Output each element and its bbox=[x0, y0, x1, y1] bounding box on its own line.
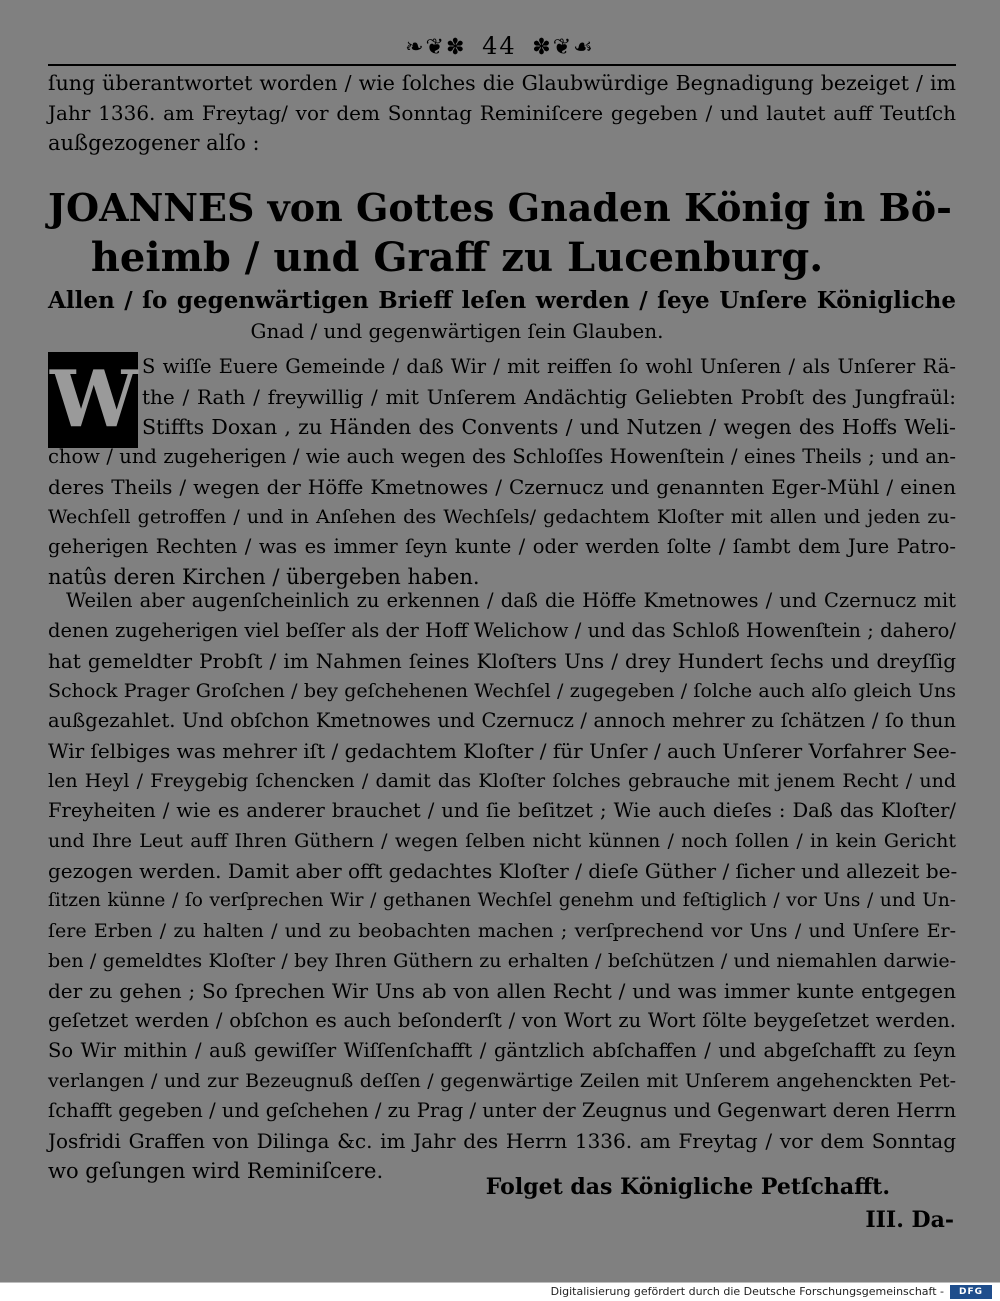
text-line: geherigen Rechten / was es immer ſeyn kunte / oder werden ſolte / ſambt dem Jure Patro- bbox=[48, 535, 956, 558]
body-paragraph-1-indented bbox=[48, 352, 956, 442]
text-line: deres Theils / wegen der Höffe Kmetnowes / Czernucz und genannten Eger-Mühl / einen bbox=[48, 475, 956, 499]
text-line: ſitzen künne / ſo verſprechen Wir / gethanen Wechſel genehm und feſtiglich / vor Uns / und Un- bbox=[48, 890, 956, 911]
text-line: ſere Erben / zu halten / und zu beobachten machen ; verſprechend vor Uns / und Unſere Er- bbox=[48, 920, 956, 942]
text-line: geſetzet werden / obſchon es auch beſonderſt / von Wort zu Wort ſölte beygeſetzet werden. bbox=[48, 1009, 956, 1032]
page-number: 44 bbox=[482, 32, 517, 60]
text-line: Jahr 1336. am Freytag/ vor dem Sonntag Reminiſcere gegeben / und lautet auff Teutſch bbox=[48, 101, 956, 125]
text-line: the / Rath / freywillig / mit Unſerem Andächtig Geliebten Probſt des Jungfraül: bbox=[142, 385, 956, 409]
text-line: Freyheiten / wie es anderer brauchet / und ſie beſitzet ; Wie auch dieſes : Daß das Kloſter/ bbox=[48, 799, 956, 822]
intro-paragraph bbox=[48, 68, 956, 158]
seal-note: Folget das Königliche Petſchafft. bbox=[485, 1174, 890, 1200]
text-line: Wechſell getroffen / und in Anſehen des Wechſels/ gedachtem Kloſter mit allen und jeden zu- bbox=[48, 506, 956, 528]
body-paragraph-1 bbox=[48, 442, 956, 592]
text-line: und Ihre Leut auff Ihren Güthern / wegen ſelben nicht künnen / noch ſollen / in kein Gericht bbox=[48, 830, 956, 852]
text-line: Stiffts Doxan , zu Händen des Convents / und Nutzen / wegen des Hoffs Weli- bbox=[142, 415, 956, 439]
digitization-footer bbox=[0, 1282, 1000, 1301]
title-line-2: heimb / und Graff zu Lucenburg. bbox=[90, 234, 824, 281]
text-line: außgezogener alſo : bbox=[48, 131, 260, 155]
text-line: Wir ſelbiges was mehrer iſt / gedachtem Kloſter / für Unſer / auch Unſerer Vorfahrer See- bbox=[48, 739, 957, 763]
text-line: der zu gehen ; So ſprechen Wir Uns ab von allen Recht / und was immer kunte entgegen bbox=[48, 979, 956, 1003]
ornament-right-icon: ✽❦☙ bbox=[532, 35, 595, 60]
dfg-logo-icon: DFG bbox=[950, 1285, 992, 1299]
text-line: len Heyl / Freygebig ſchencken / damit das Kloſter ſolches gebrauche mit jenem Recht / und bbox=[48, 770, 956, 792]
decorated-initial: W bbox=[48, 352, 138, 448]
text-line: ſung überantwortet worden / wie ſolches die Glaubwürdige Begnadigung bezeiget / im bbox=[48, 71, 956, 95]
address-line-2: Gnad / und gegenwärtigen ſein Glauben. bbox=[250, 319, 664, 343]
text-line: verlangen / und zur Bezeugnuß deſſen / gegenwärtige Zeilen mit Unſerem angehenckten Pet- bbox=[48, 1070, 956, 1092]
page-header bbox=[0, 28, 1000, 64]
text-line: denen zugeherigen viel beſſer als der Hoff Welichow / und das Schloß Howenſtein ; dahero/ bbox=[48, 619, 956, 642]
text-line: So Wir mithin / auß gewiſſer Wiſſenſchafft / gäntzlich abſchaffen / und abgeſchafft zu ſeyn bbox=[48, 1039, 956, 1062]
catchword: III. Da- bbox=[865, 1207, 954, 1233]
text-line: ſchafft gegeben / und geſchehen / zu Prag / unter der Zeugnus und Gegenwart deren Herrn bbox=[48, 1099, 956, 1122]
text-line: hat gemeldter Probſt / im Nahmen ſeines Kloſters Uns / drey Hundert ſechs und dreyſſig bbox=[48, 649, 956, 673]
header-rule bbox=[48, 64, 956, 66]
ornament-left-icon: ❧❦✽ bbox=[405, 35, 467, 60]
text-line: Schock Prager Groſchen / bey geſchehenen Wechſel / zugegeben / ſolche auch alſo gleich Uns bbox=[48, 680, 956, 702]
text-line: außgezahlet. Und obſchon Kmetnowes und Czernucz / annoch mehrer zu ſchätzen / ſo thun bbox=[48, 709, 956, 732]
text-line: natûs deren Kirchen / übergeben haben. bbox=[48, 565, 480, 589]
document-title bbox=[48, 183, 956, 283]
footer-text: Digitalisierung gefördert durch die Deutsche Forschungsgemeinschaft - bbox=[550, 1285, 944, 1298]
text-line: Josfridi Graffen von Dilinga &c. im Jahr des Herrn 1336. am Freytag / vor dem Sonntag bbox=[48, 1129, 956, 1153]
address-heading bbox=[48, 284, 956, 344]
address-line-1: Allen / ſo gegenwärtigen Brieff leſen werden / ſeye Unſere Königliche bbox=[48, 287, 956, 314]
text-line: wo geſungen wird Reminiſcere. bbox=[48, 1159, 384, 1183]
text-line: chow / und zugeherigen / wie auch wegen des Schloſſes Howenſtein / eines Theils ; und an- bbox=[48, 445, 956, 468]
text-line: Weilen aber augenſcheinlich zu erkennen / daß die Höffe Kmetnowes / und Czernucz mit bbox=[66, 589, 956, 612]
title-line-1: JOANNES von Gottes Gnaden König in Bö- bbox=[48, 185, 952, 230]
text-line: S wiſſe Euere Gemeinde / daß Wir / mit reiffen ſo wohl Unſeren / als Unſerer Rä- bbox=[142, 355, 956, 378]
text-line: gezogen werden. Damit aber offt gedachtes Kloſter / dieſe Güther / ſicher und allezeit be- bbox=[48, 859, 958, 883]
text-line: ben / gemeldtes Kloſter / bey Ihren Güthern zu erhalten / beſchützen / und niemahlen darwie- bbox=[48, 950, 956, 972]
body-paragraph-2 bbox=[48, 586, 956, 1186]
